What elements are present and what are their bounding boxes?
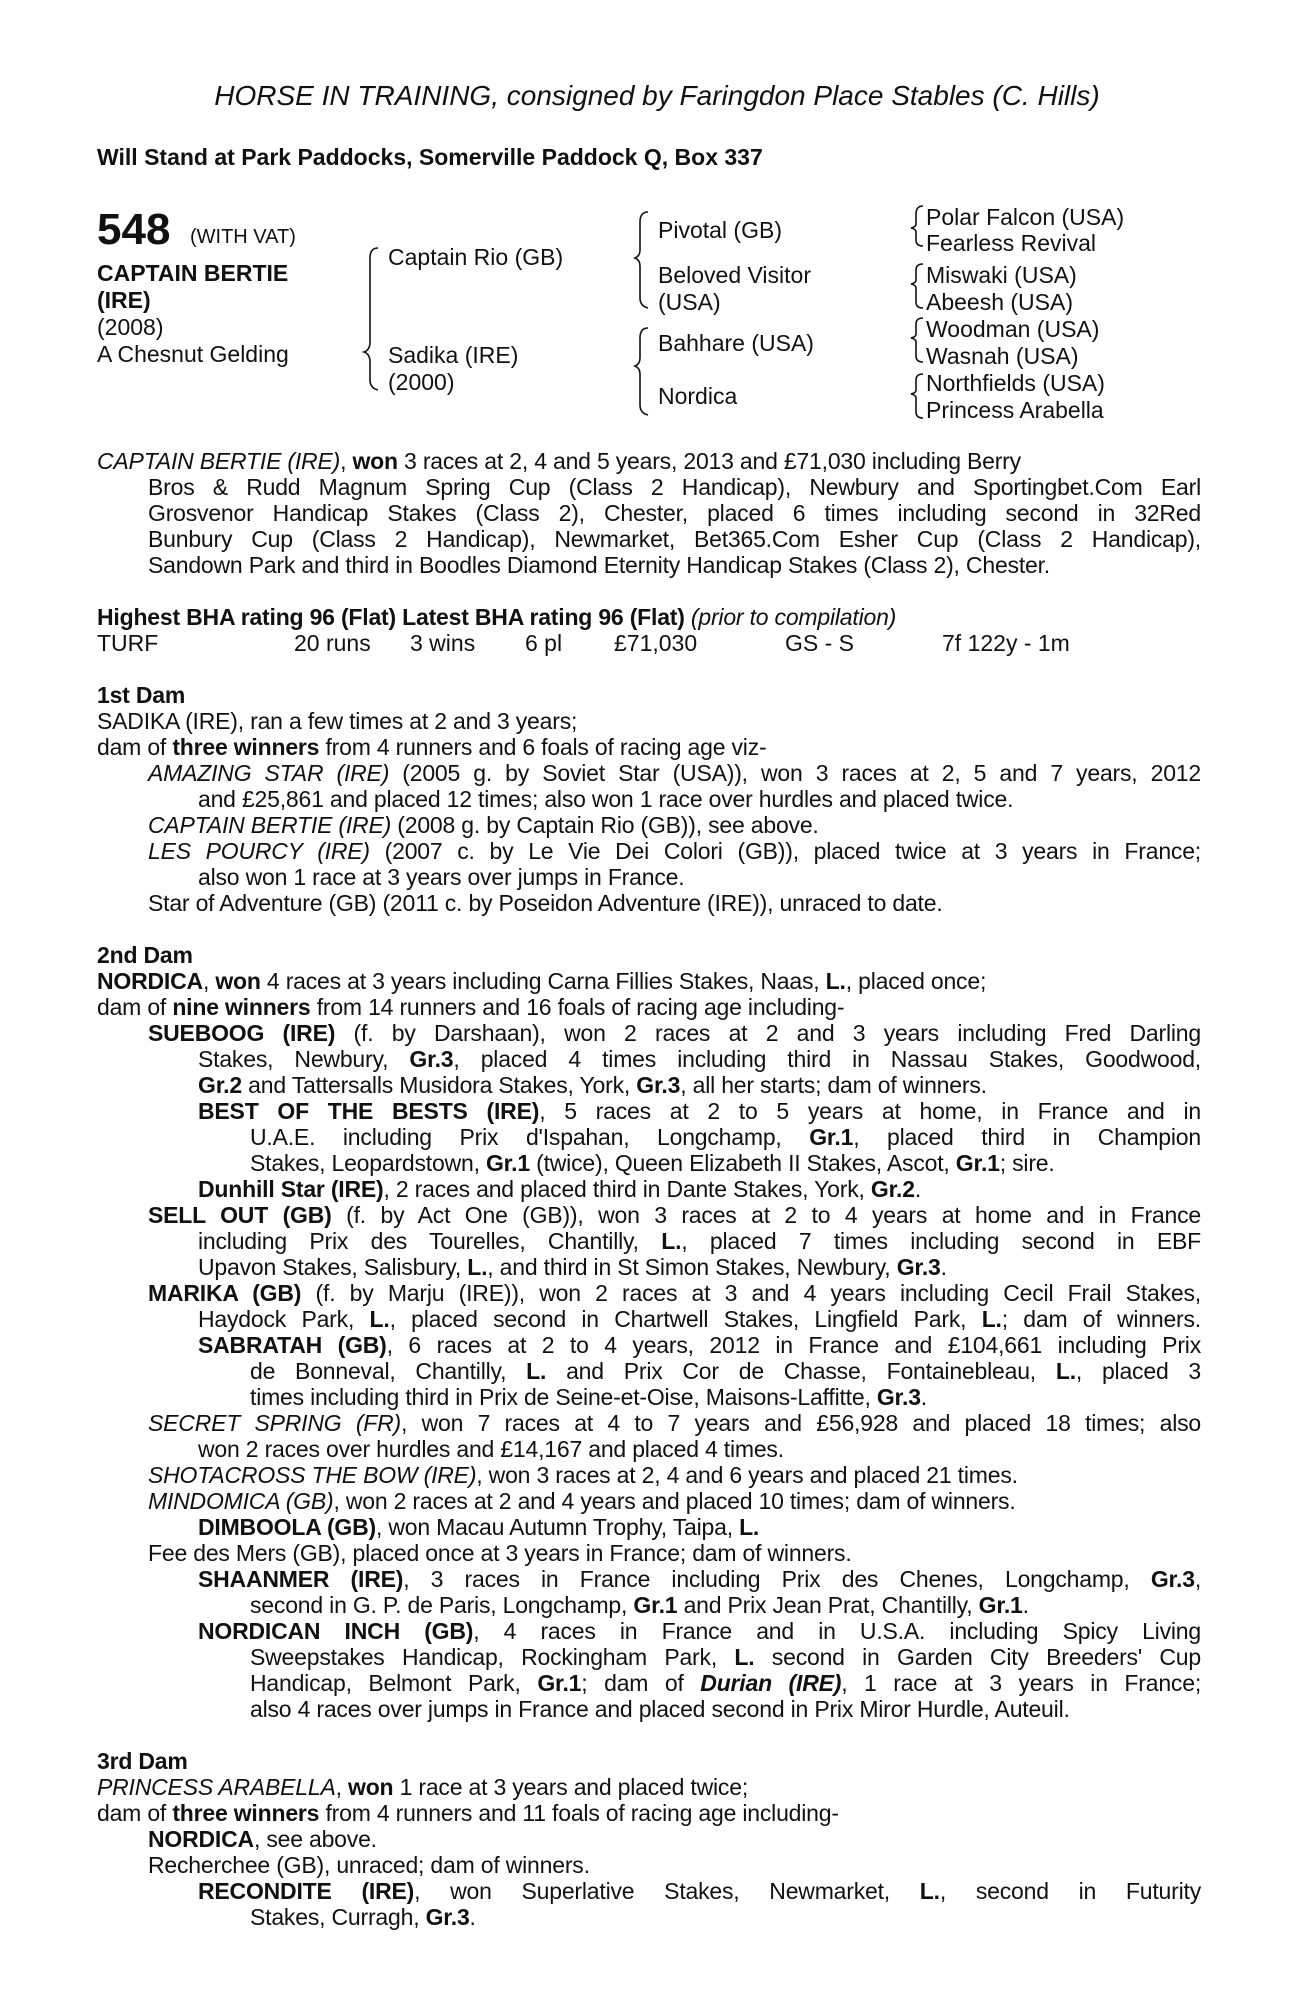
dam2-line: DIMBOOLA (GB), won Macau Autumn Trophy, Taipa, L. [198,1514,760,1540]
dam2-line: SHOTACROSS THE BOW (IRE), won 3 races at 2, 4 and 6 years and placed 21 times. [148,1462,1018,1488]
summary-line: Bros & Rudd Magnum Spring Cup (Class 2 Handicap), Newbury and Sportingbet.Com Earl [148,474,1201,500]
dam1-line: SADIKA (IRE), ran a few times at 2 and 3 years; [97,708,578,734]
dam2-line: second in G. P. de Paris, Longchamp, Gr.1 and Prix Jean Prat, Chantilly, Gr.1. [250,1592,1029,1618]
gen3-sss: Polar Falcon (USA) [926,204,1125,230]
dam2-line: also 4 races over jumps in France and placed second in Prix Miror Hurdle, Auteuil. [250,1696,1070,1722]
brace-g3-1 [911,206,923,246]
turf-placed: 6 pl [525,630,563,656]
turf-earnings: £71,030 [614,630,698,656]
horse-name: CAPTAIN BERTIE [97,260,289,286]
dam2-line: SUEBOOG (IRE) (f. by Darshaan), won 2 races at 2 and 3 years including Fred Darling [148,1020,1201,1046]
dam3-line: Recherchee (GB), unraced; dam of winners. [148,1852,590,1878]
turf-distance: 7f 122y - 1m [942,630,1070,656]
dam1-line: AMAZING STAR (IRE) (2005 g. by Soviet Star (USA)), won 3 races at 2, 5 and 7 years, 2012 [148,760,1201,786]
dam2-line: NORDICA, won 4 races at 3 years including Carna Fillies Stakes, Naas, L., placed once; [97,968,987,994]
dam2-line: Upavon Stakes, Salisbury, L., and third in St Simon Stakes, Newbury, Gr.3. [198,1254,947,1280]
dam3-line: NORDICA, see above. [148,1826,377,1852]
sire-sire: Pivotal (GB) [658,217,782,243]
summary-line: Sandown Park and third in Boodles Diamond Eternity Handicap Stakes (Class 2), Chester. [148,552,1050,578]
turf-runs: 20 runs [294,630,371,656]
dam2-line: Gr.2 and Tattersalls Musidora Stakes, York, Gr.3, all her starts; dam of winners. [198,1072,987,1098]
dam2-line: SECRET SPRING (FR), won 7 races at 4 to 7 years and £56,928 and placed 18 times; also [148,1410,1201,1436]
summary-line: Bunbury Cup (Class 2 Handicap), Newmarket, Bet365.Com Esher Cup (Class 2 Handicap), [148,526,1201,552]
dam2-line: Handicap, Belmont Park, Gr.1; dam of Durian (IRE), 1 race at 3 years in France; [250,1670,1202,1696]
gen3-sds: Miswaki (USA) [926,262,1077,288]
bha-rating: Highest BHA rating 96 (Flat) Latest BHA rating 96 (Flat) (prior to compilation) [97,604,897,630]
dam2-line: MARIKA (GB) (f. by Marju (IRE)), won 2 races at 3 and 4 years including Cecil Frail Stakes, [148,1280,1201,1306]
sire-dam: Beloved Visitor [658,262,811,288]
page-header: HORSE IN TRAINING, consigned by Faringdon Place Stables (C. Hills) [214,80,1100,111]
gen3-dds: Northfields (USA) [926,370,1105,396]
horse-country: (IRE) [97,287,151,313]
dam2-line: won 2 races over hurdles and £14,167 and placed 4 times. [198,1436,784,1462]
dam1-line: Star of Adventure (GB) (2011 c. by Poseidon Adventure (IRE)), unraced to date. [148,890,943,916]
lot-number: 548 [97,205,171,254]
brace-g3-3 [911,318,923,362]
sire: Captain Rio (GB) [388,244,564,270]
dam-sire: Bahhare (USA) [658,330,814,356]
dam2-line: U.A.E. including Prix d'Ispahan, Longchamp, Gr.1, placed third in Champion [250,1124,1201,1150]
turf-label: TURF [97,630,159,656]
gen3-dsd: Wasnah (USA) [926,343,1079,369]
dam3-line: Stakes, Curragh, Gr.3. [250,1904,476,1930]
dam-year: (2000) [388,369,455,395]
dam2-line: MINDOMICA (GB), won 2 races at 2 and 4 years and placed 10 times; dam of winners. [148,1488,1016,1514]
dam2-line: Fee des Mers (GB), placed once at 3 years in France; dam of winners. [148,1540,852,1566]
gen3-ddd: Princess Arabella [926,397,1104,423]
dam2-line: de Bonneval, Chantilly, L. and Prix Cor de Chasse, Fontainebleau, L., placed 3 [250,1358,1201,1384]
brace-g3-2 [911,264,923,308]
dam1-line: and £25,861 and placed 12 times; also won 1 race over hurdles and placed twice. [198,786,1014,812]
dam2-line: including Prix des Tourelles, Chantilly, L., placed 7 times including second in EBF [198,1228,1201,1254]
gen3-dss: Woodman (USA) [926,316,1100,342]
dam3-line: PRINCESS ARABELLA, won 1 race at 3 years and placed twice; [97,1774,749,1800]
dam1-line: LES POURCY (IRE) (2007 c. by Le Vie Dei Colori (GB)), placed twice at 3 years in France; [148,838,1201,864]
brace-gen2-bottom [635,328,648,415]
dam: Sadika (IRE) [388,342,519,368]
brace-gen1 [364,248,378,390]
section-heading: 3rd Dam [97,1748,188,1774]
summary-line: Grosvenor Handicap Stakes (Class 2), Chester, placed 6 times including second in 32Red [148,500,1201,526]
dam3-line: dam of three winners from 4 runners and 11 foals of racing age including- [97,1800,839,1826]
turf-wins: 3 wins [410,630,476,656]
horse-description: A Chesnut Gelding [97,341,289,367]
gen3-ssd: Fearless Revival [926,230,1096,256]
dam2-line: Stakes, Newbury, Gr.3, placed 4 times including third in Nassau Stakes, Goodwood, [198,1046,1201,1072]
dam2-line: times including third in Prix de Seine-et-Oise, Maisons-Laffitte, Gr.3. [250,1384,927,1410]
summary-line: CAPTAIN BERTIE (IRE), won 3 races at 2, 4 and 5 years, 2013 and £71,030 including Berry [97,448,1021,474]
sire-dam-country: (USA) [658,289,721,315]
gen3-sdd: Abeesh (USA) [926,289,1074,315]
dam2-line: Dunhill Star (IRE), 2 races and placed third in Dante Stakes, York, Gr.2. [198,1176,922,1202]
vat-label: (WITH VAT) [190,226,296,248]
dam2-line: dam of nine winners from 14 runners and 16 foals of racing age including- [97,994,845,1020]
dam2-line: SELL OUT (GB) (f. by Act One (GB)), won 3 races at 2 to 4 years at home and in France [148,1202,1201,1228]
dam1-line: dam of three winners from 4 runners and 6 foals of racing age viz- [97,734,767,760]
turf-going: GS - S [785,630,855,656]
dam3-line: RECONDITE (IRE), won Superlative Stakes, Newmarket, L., second in Futurity [198,1878,1201,1904]
dam2-line: SABRATAH (GB), 6 races at 2 to 4 years, 2012 in France and £104,661 including Prix [198,1332,1201,1358]
section-heading: 2nd Dam [97,942,193,968]
dam2-line: BEST OF THE BESTS (IRE), 5 races at 2 to 5 years at home, in France and in [198,1098,1201,1124]
foaling-year: (2008) [97,314,164,340]
dam1-line: CAPTAIN BERTIE (IRE) (2008 g. by Captain Rio (GB)), see above. [148,812,819,838]
brace-gen2-top [635,212,648,308]
stand-location: Will Stand at Park Paddocks, Somerville Paddock Q, Box 337 [97,144,763,170]
section-heading: 1st Dam [97,682,186,708]
brace-g3-4 [911,374,923,418]
dam2-line: NORDICAN INCH (GB), 4 races in France and in U.S.A. including Spicy Living [198,1618,1201,1644]
dam2-line: Stakes, Leopardstown, Gr.1 (twice), Queen Elizabeth II Stakes, Ascot, Gr.1; sire. [250,1150,1055,1176]
dam2-line: Haydock Park, L., placed second in Chartwell Stakes, Lingfield Park, L.; dam of winners. [198,1306,1201,1332]
dam2-line: SHAANMER (IRE), 3 races in France including Prix des Chenes, Longchamp, Gr.3, [198,1566,1202,1592]
dam2-line: Sweepstakes Handicap, Rockingham Park, L. second in Garden City Breeders' Cup [250,1644,1201,1670]
dam1-line: also won 1 race at 3 years over jumps in France. [198,864,685,890]
dam-dam: Nordica [658,383,738,409]
